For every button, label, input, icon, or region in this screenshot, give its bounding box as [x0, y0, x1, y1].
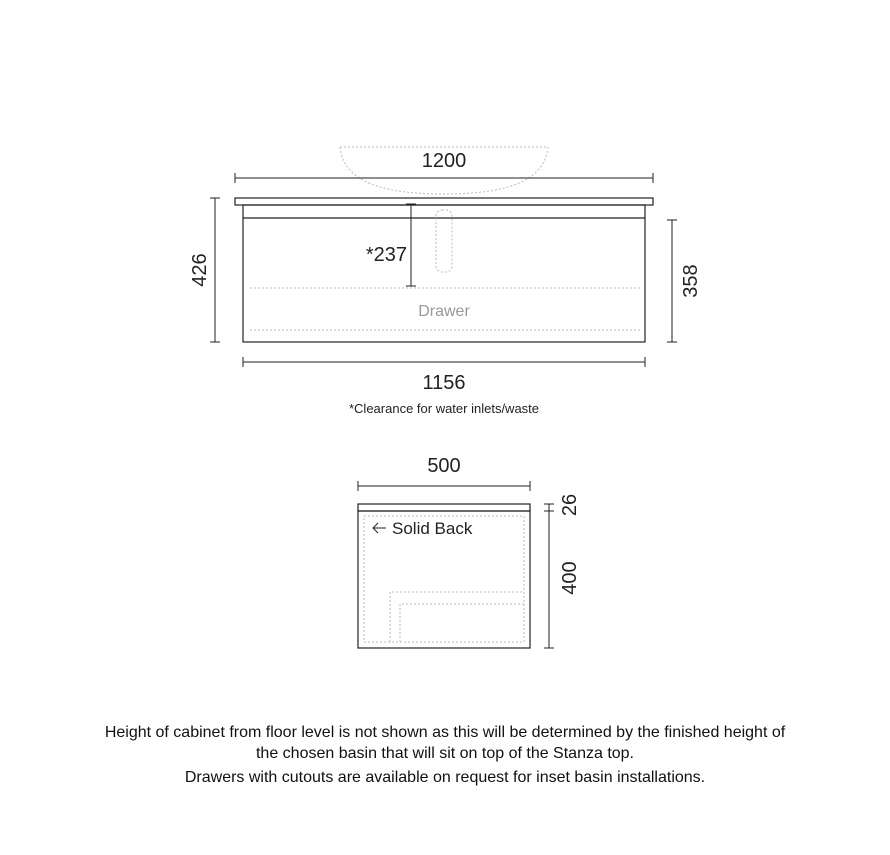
- front-view: [189, 147, 702, 416]
- clearance-label: *237: [365, 244, 407, 266]
- cabinet-body: [243, 205, 645, 342]
- waste-pipe-outline: [436, 210, 452, 272]
- solid-back-callout: [373, 519, 473, 538]
- drawer-box-inner: [400, 604, 524, 642]
- vanity-top: [235, 198, 653, 205]
- cabinet-height-label: 358: [680, 264, 702, 298]
- note-line-1: Height of cabinet from floor level is not shown as this will be determined by the finished height of the chosen basin that will sit on top of the Stanza top.: [104, 724, 786, 762]
- drawer-box-outer: [390, 592, 524, 642]
- clearance-note: *Clearance for water inlets/waste: [348, 401, 540, 416]
- depth-label: 500: [427, 455, 461, 477]
- side-view: [358, 455, 581, 648]
- side-top: [358, 504, 530, 511]
- note-line-2: the chosen basin that will sit on top of the Stanza top.: [255, 745, 634, 762]
- overall-width-label: 1200: [421, 150, 467, 172]
- notes: [0, 722, 890, 791]
- side-cabinet-height-label: 400: [559, 561, 581, 595]
- note-line-3: Drawers with cutouts are available on request for inset basin installations.: [184, 769, 706, 786]
- cabinet-width-label: 1156: [422, 372, 466, 394]
- solid-back-label: Solid Back: [392, 519, 473, 538]
- drawer-label: Drawer: [418, 303, 470, 320]
- total-height-label: 426: [189, 253, 211, 287]
- top-thickness-label: 26: [559, 493, 581, 517]
